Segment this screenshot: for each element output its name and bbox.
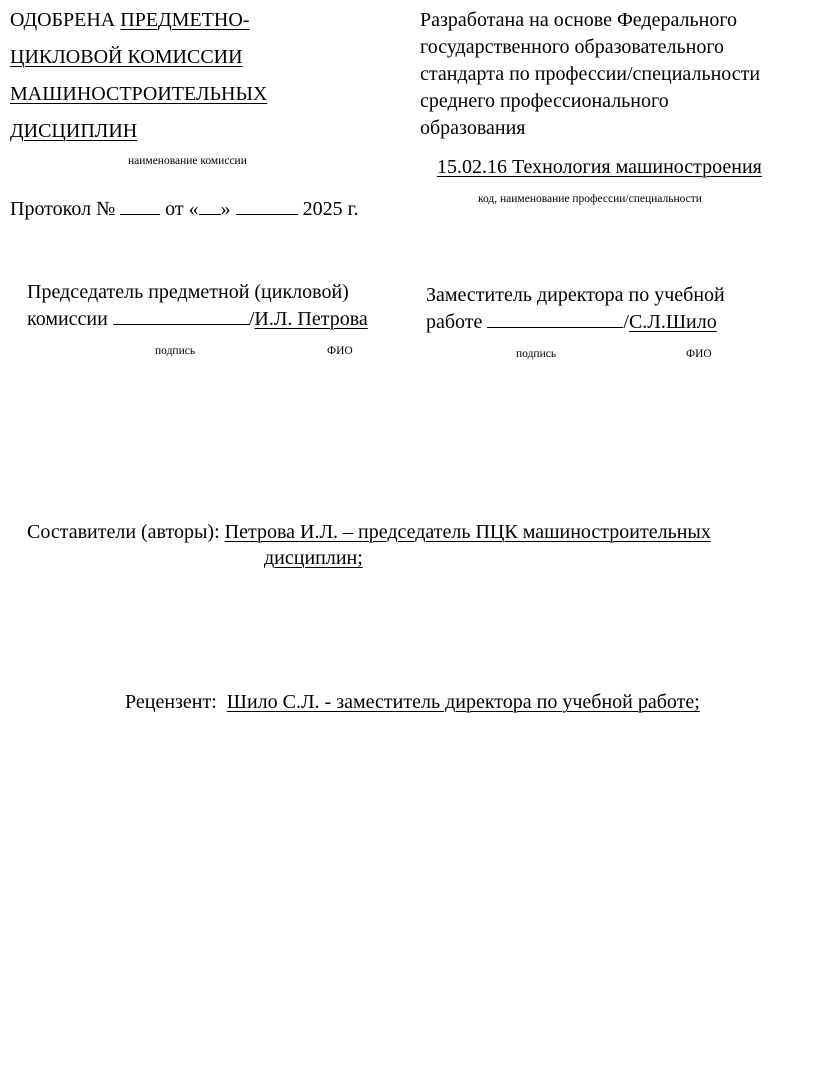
protocol-close: » [220, 198, 231, 220]
deputy-sign-line [426, 310, 717, 332]
reviewer-line [125, 692, 700, 712]
developed-line1: Разработана на основе Федерального [420, 9, 738, 31]
chair-sign-line [27, 307, 368, 329]
specialty-caption: код, наименование профессии/специальности [478, 193, 702, 205]
protocol-label: Протокол № [10, 198, 116, 220]
approval-prefix: ОДОБРЕНА [10, 9, 116, 31]
deputy-label: работе [426, 311, 483, 333]
deputy-separator: / [623, 311, 629, 333]
protocol-month-blank [236, 197, 298, 215]
protocol-year: 2025 г. [302, 198, 359, 220]
chair-label: комиссии [27, 308, 108, 330]
deputy-name: С.Л.Шило [628, 311, 717, 333]
reviewer-label: Рецензент: [125, 691, 217, 713]
deputy-fio-caption: ФИО [686, 348, 712, 360]
authors-label: Составители (авторы): [27, 521, 220, 543]
chair-title: Председатель предметной (цикловой) [27, 281, 349, 303]
developed-line3: стандарта по профессии/специальности [420, 63, 761, 85]
protocol-day-blank [199, 197, 221, 215]
chair-signature-blank [113, 307, 249, 325]
commission-caption: наименование комиссии [128, 155, 247, 167]
deputy-sign-caption: подпись [516, 348, 557, 360]
developed-line5: образования [420, 117, 526, 139]
deputy-signature-blank [487, 310, 623, 328]
protocol-from: от « [165, 198, 199, 220]
chair-fio-caption: ФИО [327, 345, 353, 357]
commission-name-line4: ДИСЦИПЛИН [10, 120, 138, 142]
authors-line [27, 522, 711, 542]
chair-name: И.Л. Петрова [254, 308, 368, 330]
commission-name-line3: МАШИНОСТРОИТЕЛЬНЫХ [10, 83, 268, 105]
commission-name-line1: ПРЕДМЕТНО- [120, 9, 250, 31]
chair-separator: / [248, 308, 255, 330]
specialty: 15.02.16 Технология машиностроения [437, 156, 762, 178]
authors-value-line2: дисциплин; [264, 547, 363, 569]
protocol-line [10, 197, 359, 219]
chair-sign-caption: подпись [155, 345, 196, 357]
approval-line1 [10, 10, 249, 30]
developed-line4: среднего профессионального [420, 90, 669, 112]
authors-value: Петрова И.Л. – председатель ПЦК машиностроительных [224, 521, 711, 543]
developed-line2: государственного образовательного [420, 36, 725, 58]
reviewer-value: Шило С.Л. - заместитель директора по учебной работе; [226, 691, 700, 713]
protocol-number-blank [120, 197, 160, 215]
deputy-title: Заместитель директора по учебной [426, 284, 725, 306]
commission-name-line2: ЦИКЛОВОЙ КОМИССИИ [10, 46, 243, 68]
